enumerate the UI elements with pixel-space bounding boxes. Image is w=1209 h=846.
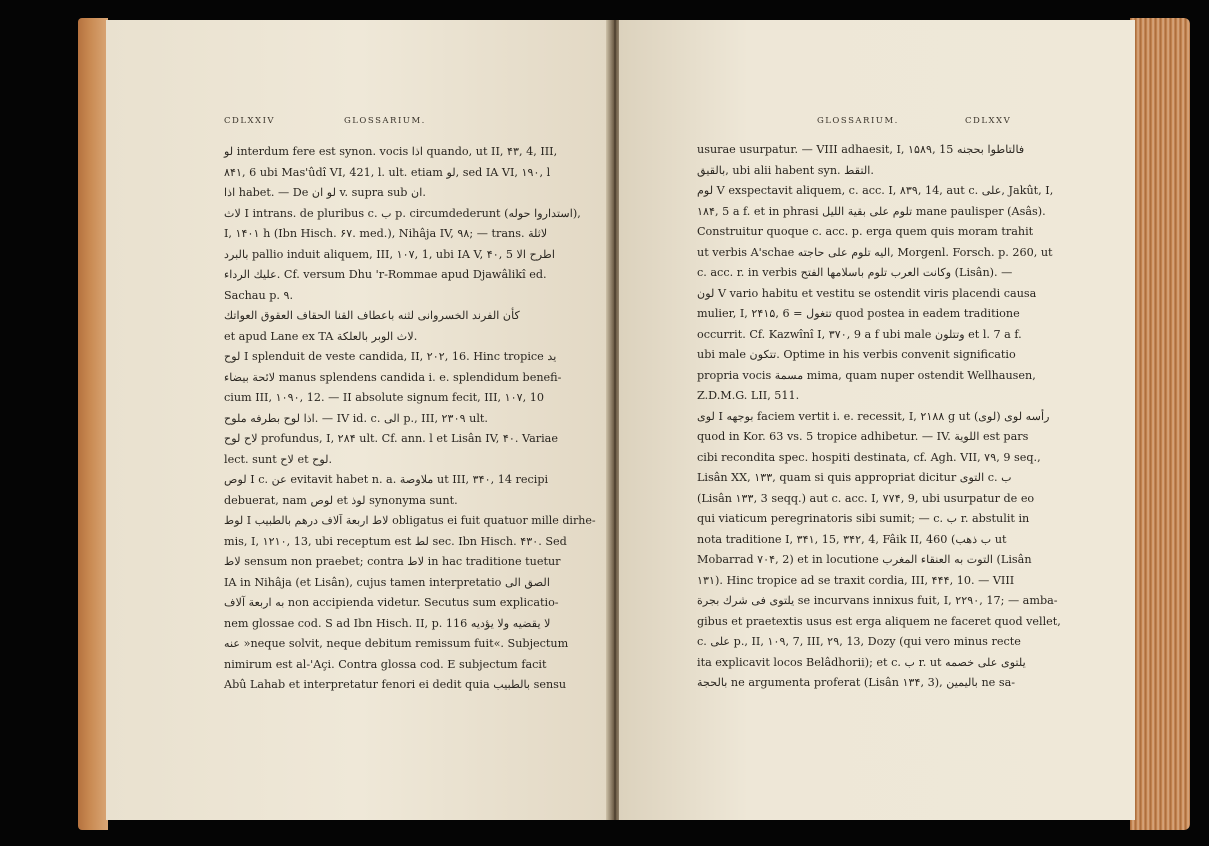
text-line: ۸۴۱, 6 ubi Mas'ûdî VI, 421, l. ult. etiam لو, sed IA VI, ۱۹۰, l	[224, 165, 551, 179]
text-line: Lisân XX, ۱۳۳, quam si quis appropriat dicitur التوى c. ب	[697, 471, 1012, 484]
text-line: بالبرد pallio induit aliquem, III, ۱۰۷, 1, ubi IA V, ۴۰, 5 اطرح الا	[224, 247, 555, 261]
text-line: mulier, I, ۲۴۱۵, 6 = تتغول quod postea in eadem traditione	[697, 307, 1020, 320]
text-line: لوص I c. عن evitavit habet n. a. ملاوصة ut III, ۳۴۰, 14 recipi	[224, 473, 549, 486]
left-page-text	[224, 142, 596, 696]
text-line: لاث I intrans. de pluribus c. ب p. circumdederunt (استداروا حوله),	[224, 206, 581, 220]
right-page-text	[697, 140, 1061, 694]
text-line: propria vocis مسمة mima, quam nuper ostendit Wellhausen,	[697, 368, 1036, 382]
text-line: عنه »neque solvit, neque debitum remissum fuit«. Subjectum	[224, 637, 569, 650]
text-line: Sachau p. ۹.	[224, 288, 294, 302]
text-line: ubi male تتكون. Optime in his verbis convenit significatio	[697, 348, 1016, 361]
text-line: لوم V exspectavit aliquem, c. acc. I, ۸۳۹, 14, aut c. على, Jakût, I,	[697, 184, 1054, 197]
left-page	[106, 20, 612, 820]
text-line: quod in Kor. 63 vs. 5 tropice adhibetur. — IV. اللوية est pars	[697, 430, 1029, 443]
text-line: لو interdum fere est synon. vocis اذا quando, ut II, ۴۳, 4, III,	[224, 145, 558, 158]
text-line: بالقيق, ubi alii habent syn. التقط.	[697, 163, 874, 177]
text-line: mis, I, ۱۲۱۰, 13, ubi receptum est لط sec. Ibn Hisch. ۴۳۰. Sed	[224, 534, 567, 548]
text-line: لائحة بيضاء manus splendens candida i. e. splendidum benefi-	[224, 370, 562, 384]
text-line: Mobarrad ۷۰۴, 2) et in locutione التوت به العنقاء المغرب (Lisân	[697, 553, 1032, 566]
text-line: Abû Lahab et interpretatur fenori ei dedit quia بالطبيب sensu	[224, 678, 567, 691]
text-line: Construitur quoque c. acc. p. erga quem quis moram trahit	[697, 225, 1034, 238]
text-line: usurae usurpatur. — VIII adhaesit, I, ۱۵۸۹, 15 فالتاطوا بحجنه	[697, 143, 1025, 156]
text-line: cium III, ۱۰۹۰, 12. — II absolute signum fecit, III, ۱۰۷, 10	[224, 391, 544, 404]
text-line: cibi recondita spec. hospiti destinata, cf. Agh. VII, ۷۹, 9 seq.,	[697, 450, 1041, 464]
text-line: كأن الفرند الخسروانى لثنه باعطاف القنا الحقاف العقوق العواتك	[224, 309, 520, 322]
text-line: nem glossae cod. S ad Ibn Hisch. II, p. 116 لا يقضيه ولا يؤديه	[224, 616, 551, 630]
text-line: اذا لوح بطرفه ملوح. — IV id. c. الى p., III, ۲۳۰۹ ult.	[224, 411, 488, 425]
text-line: c. acc. r. in verbis وكانت العرب تلوم باسلامها الفتح (Lisân). —	[697, 266, 1013, 279]
text-line: لاط sensum non praebet; contra لاط in hac traditione tuetur	[224, 555, 561, 568]
text-line: lect. sunt لاح et لوح.	[224, 452, 333, 466]
text-line: لوح I splenduit de veste candida, II, ۲۰۲, 16. Hinc tropice يد	[224, 350, 557, 363]
text-line: ۱۸۴, 5 a f. et in phrasi تلوم على بقية الليل mane paulisper (Asâs).	[697, 204, 1046, 218]
text-line: يلتوى فى شرك بجرة se incurvans innixus fuit, I, ۲۲۹۰, 17; — amba-	[697, 594, 1058, 607]
text-line: بالحجة ne argumenta proferat (Lisân ۱۳۴, 3), باليمين ne sa-	[697, 676, 1016, 689]
right-page-edges	[1130, 18, 1190, 830]
text-line: nota traditione I, ۳۴۱, 15, ۳۴۲, 4, Fâik II, 460 (ب ذهب ut	[697, 532, 1007, 546]
text-line: به اربعة آلاف non accipienda videtur. Secutus sum explicatio-	[224, 596, 559, 609]
text-line: ita explicavit locos Belâdhorii); et c. ب r. ut يلتوى على خصمه	[697, 655, 1026, 669]
text-line: لون V vario habitu et vestitu se ostendit viris placendi causa	[697, 286, 1037, 300]
text-line: c. على p., II, ۱۰۹, 7, III, ۲۹, 13, Dozy (qui vero minus recte	[697, 635, 1021, 648]
text-line: لوط I لاط اربعة آلاف درهم بالطبيب obligatus ei fuit quatuor mille dirhe-	[224, 514, 596, 527]
left-running-head: GLOSSARIUM.	[344, 116, 426, 126]
right-running-head: GLOSSARIUM.	[817, 116, 899, 126]
text-line: Z.D.M.G. LII, 511.	[697, 389, 800, 402]
text-line: اذا habet. — De لو ان v. supra sub ان.	[224, 186, 426, 199]
text-line: et apud Lane ex TA لاث الوبر بالعلكة.	[224, 329, 418, 343]
left-page-number: CDLXXIV	[224, 116, 276, 126]
text-line: لاح لوح profundus, I, ۲۸۴ ult. Cf. ann. l et Lisân IV, ۴۰. Variae	[224, 432, 558, 445]
text-line: qui viaticum peregrinatoris sibi sumit; — c. ب r. abstulit in	[697, 512, 1030, 525]
text-line: ۱۳۱). Hinc tropice ad se traxit cordia, III, ۴۴۴, 10. — VIII	[697, 573, 1015, 587]
text-line: لوى I بوجهه faciem vertit i. e. recessit, I, ۲۱۸۸ g ut رأسه لوى (لوى)	[697, 409, 1050, 423]
right-page-number: CDLXXV	[965, 116, 1012, 126]
left-page-edges	[78, 18, 108, 830]
text-line: IA in Nihâja (et Lisân), cujus tamen interpretatio الصق الى	[224, 575, 550, 589]
text-line: عليك الرداء. Cf. versum Dhu 'r-Rommae apud Djawâlikî ed.	[224, 268, 547, 281]
text-line: ut verbis A'schae اليه تلوم على حاجته, Morgenl. Forsch. p. 260, ut	[697, 245, 1053, 259]
text-line: (Lisân ۱۳۳, 3 seqq.) aut c. acc. I, ۷۷۴, 9, ubi usurpatur de eo	[697, 491, 1035, 505]
text-line: nimirum est al-'Açi. Contra glossa cod. E subjectum facit	[224, 657, 547, 671]
text-line: debuerat, nam لوص et لوذ synonyma sunt.	[224, 493, 458, 507]
text-line: gibus et praetextis usus est erga aliquem ne faceret quod vellet,	[697, 614, 1061, 628]
right-page	[619, 20, 1135, 820]
text-line: occurrit. Cf. Kazwînî I, ۳۷۰, 9 a f ubi male وتتلون et l. 7 a f.	[697, 327, 1022, 341]
text-line: I, ۱۴۰۱ h (Ibn Hisch. ۶۷. med.), Nihâja IV, ۹۸; — trans. لاثلة	[224, 227, 548, 240]
